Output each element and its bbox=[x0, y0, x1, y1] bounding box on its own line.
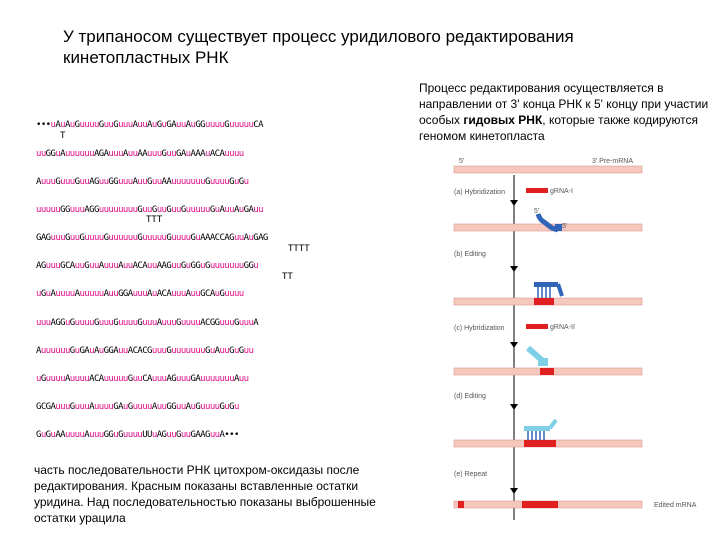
deleted-uracil-mark: T bbox=[60, 131, 66, 141]
sequence-line: GuGuAAuuuuAuuuGGuGuuuuUUuAGuuGuuGAAGuuA••• bbox=[36, 430, 239, 440]
label-pre-mrna: 3' Pre-mRNA bbox=[592, 158, 634, 165]
edited-segment bbox=[534, 298, 554, 305]
grna2-bound bbox=[524, 426, 550, 431]
label-5prime: 5' bbox=[459, 158, 465, 165]
step-a-label: (a) Hybridization bbox=[454, 189, 505, 196]
grna1-tail bbox=[558, 284, 562, 296]
sequence-line: uuGGuAuuuuuuAGAuuuAuuAAuuuGuuGAuAAAuACAuuuu bbox=[36, 149, 244, 159]
sequence-line: GCGAuuuGuuuAuuuuGAuGuuuuAuuGGuuAuGuuuuGuGu bbox=[36, 402, 239, 412]
sequence-caption: часть последовательности РНК цитохром-оксидазы после редактирования. Красным показаны вставленные остатки уридина. Над последовательностью показаны выброшенные остатки урацила bbox=[34, 463, 376, 525]
edited-mrna-label: Edited mRNA bbox=[654, 502, 697, 509]
sequence-line: AuuuGuuuGuuAGuuGGuuuAuuGuuAAuuuuuuuGuuuuGuGu bbox=[36, 177, 249, 187]
sequence-line: AuuuuuuGuGAuAuGGAuuACACGuuuGuuuuuuuGuAuuGuGuu bbox=[36, 346, 254, 356]
description-text-2: , которые также кодируются геномом кинетопласта bbox=[419, 113, 699, 143]
arrow-head-icon bbox=[510, 488, 518, 494]
grna2-tail bbox=[550, 420, 556, 428]
sequence-line: uGuAuuuuAuuuuuAuuGGAuuuAuACAuuuAuuGCAuGuuuu bbox=[36, 289, 244, 299]
editing-diagram bbox=[428, 158, 708, 530]
grna2-anchor bbox=[526, 324, 548, 329]
grna1-anchor bbox=[526, 188, 548, 193]
edited-segment-c bbox=[540, 368, 554, 375]
grna2-label: gRNA-II bbox=[550, 324, 575, 331]
sequence-line: uuuuuGGuuuAGGuuuuuuuuGuuGuuGuuGuuuuuGuAuuAuGAuu bbox=[36, 205, 263, 215]
pre-mrna-bar bbox=[454, 166, 642, 173]
arrow-head-icon bbox=[510, 342, 518, 348]
deleted-uracil-mark: TT bbox=[282, 272, 293, 282]
step-b-label: (b) Editing bbox=[454, 251, 486, 258]
edited-segment-e bbox=[458, 501, 464, 508]
sequence-line: uuuAGGuGuuuuGuuuGuuuuGuuuAuuuGuuuuACGGuuuGuuuA bbox=[36, 318, 259, 328]
sequence-line: GAGuuuGuuGuuuuGuuuuuuGuuuuuGuuuuGuAAACCAGuuAuGAG bbox=[36, 233, 268, 243]
grna1-anchor-block bbox=[555, 224, 562, 231]
edited-segment-d bbox=[524, 440, 556, 447]
sequence-line: AGuuuGCAuuGuuAuuuAuuACAuuAAGuuGuGGuGuuuuuuuGGu bbox=[36, 261, 259, 271]
guide-rna-term: гидовых РНК bbox=[463, 113, 543, 127]
description-text-1: Процесс редактирования осуществляется в направлении от 3' конца РНК к 5' концу при участии особых bbox=[419, 81, 709, 127]
sequence-line: uGuuuuAuuuuACAuuuuuGuuCAuuuAGuuuGAuuuuuuuAuu bbox=[36, 374, 249, 384]
sequence-line: •••uAuAuGuuuuGuuGuuuAuuAuGuGAuuAuGGuuuuGuuuuuCA bbox=[36, 120, 263, 130]
arrow-head-icon bbox=[510, 200, 518, 206]
edited-segment-e2 bbox=[522, 501, 558, 508]
editing-description bbox=[419, 80, 714, 144]
deleted-uracil-mark: TTT bbox=[146, 215, 163, 225]
step-c-label: (c) Hybridization bbox=[454, 325, 505, 332]
step-e-label: (e) Repeat bbox=[454, 471, 488, 478]
page-title: У трипаносом существует процесс уридилового редактирования кинетопластных РНК bbox=[63, 27, 574, 67]
grna2-block bbox=[538, 358, 548, 366]
arrow-head-icon bbox=[510, 404, 518, 410]
step-d-label: (d) Editing bbox=[454, 393, 486, 400]
deleted-uracil-mark: TTTT bbox=[288, 244, 310, 254]
arrow-head-icon bbox=[510, 266, 518, 272]
step-a-5prime: 5' bbox=[534, 208, 540, 215]
grna1-bound bbox=[534, 282, 558, 287]
grna1-label: gRNA-I bbox=[550, 188, 573, 195]
step-a-5prime-right: 5' bbox=[562, 223, 568, 230]
